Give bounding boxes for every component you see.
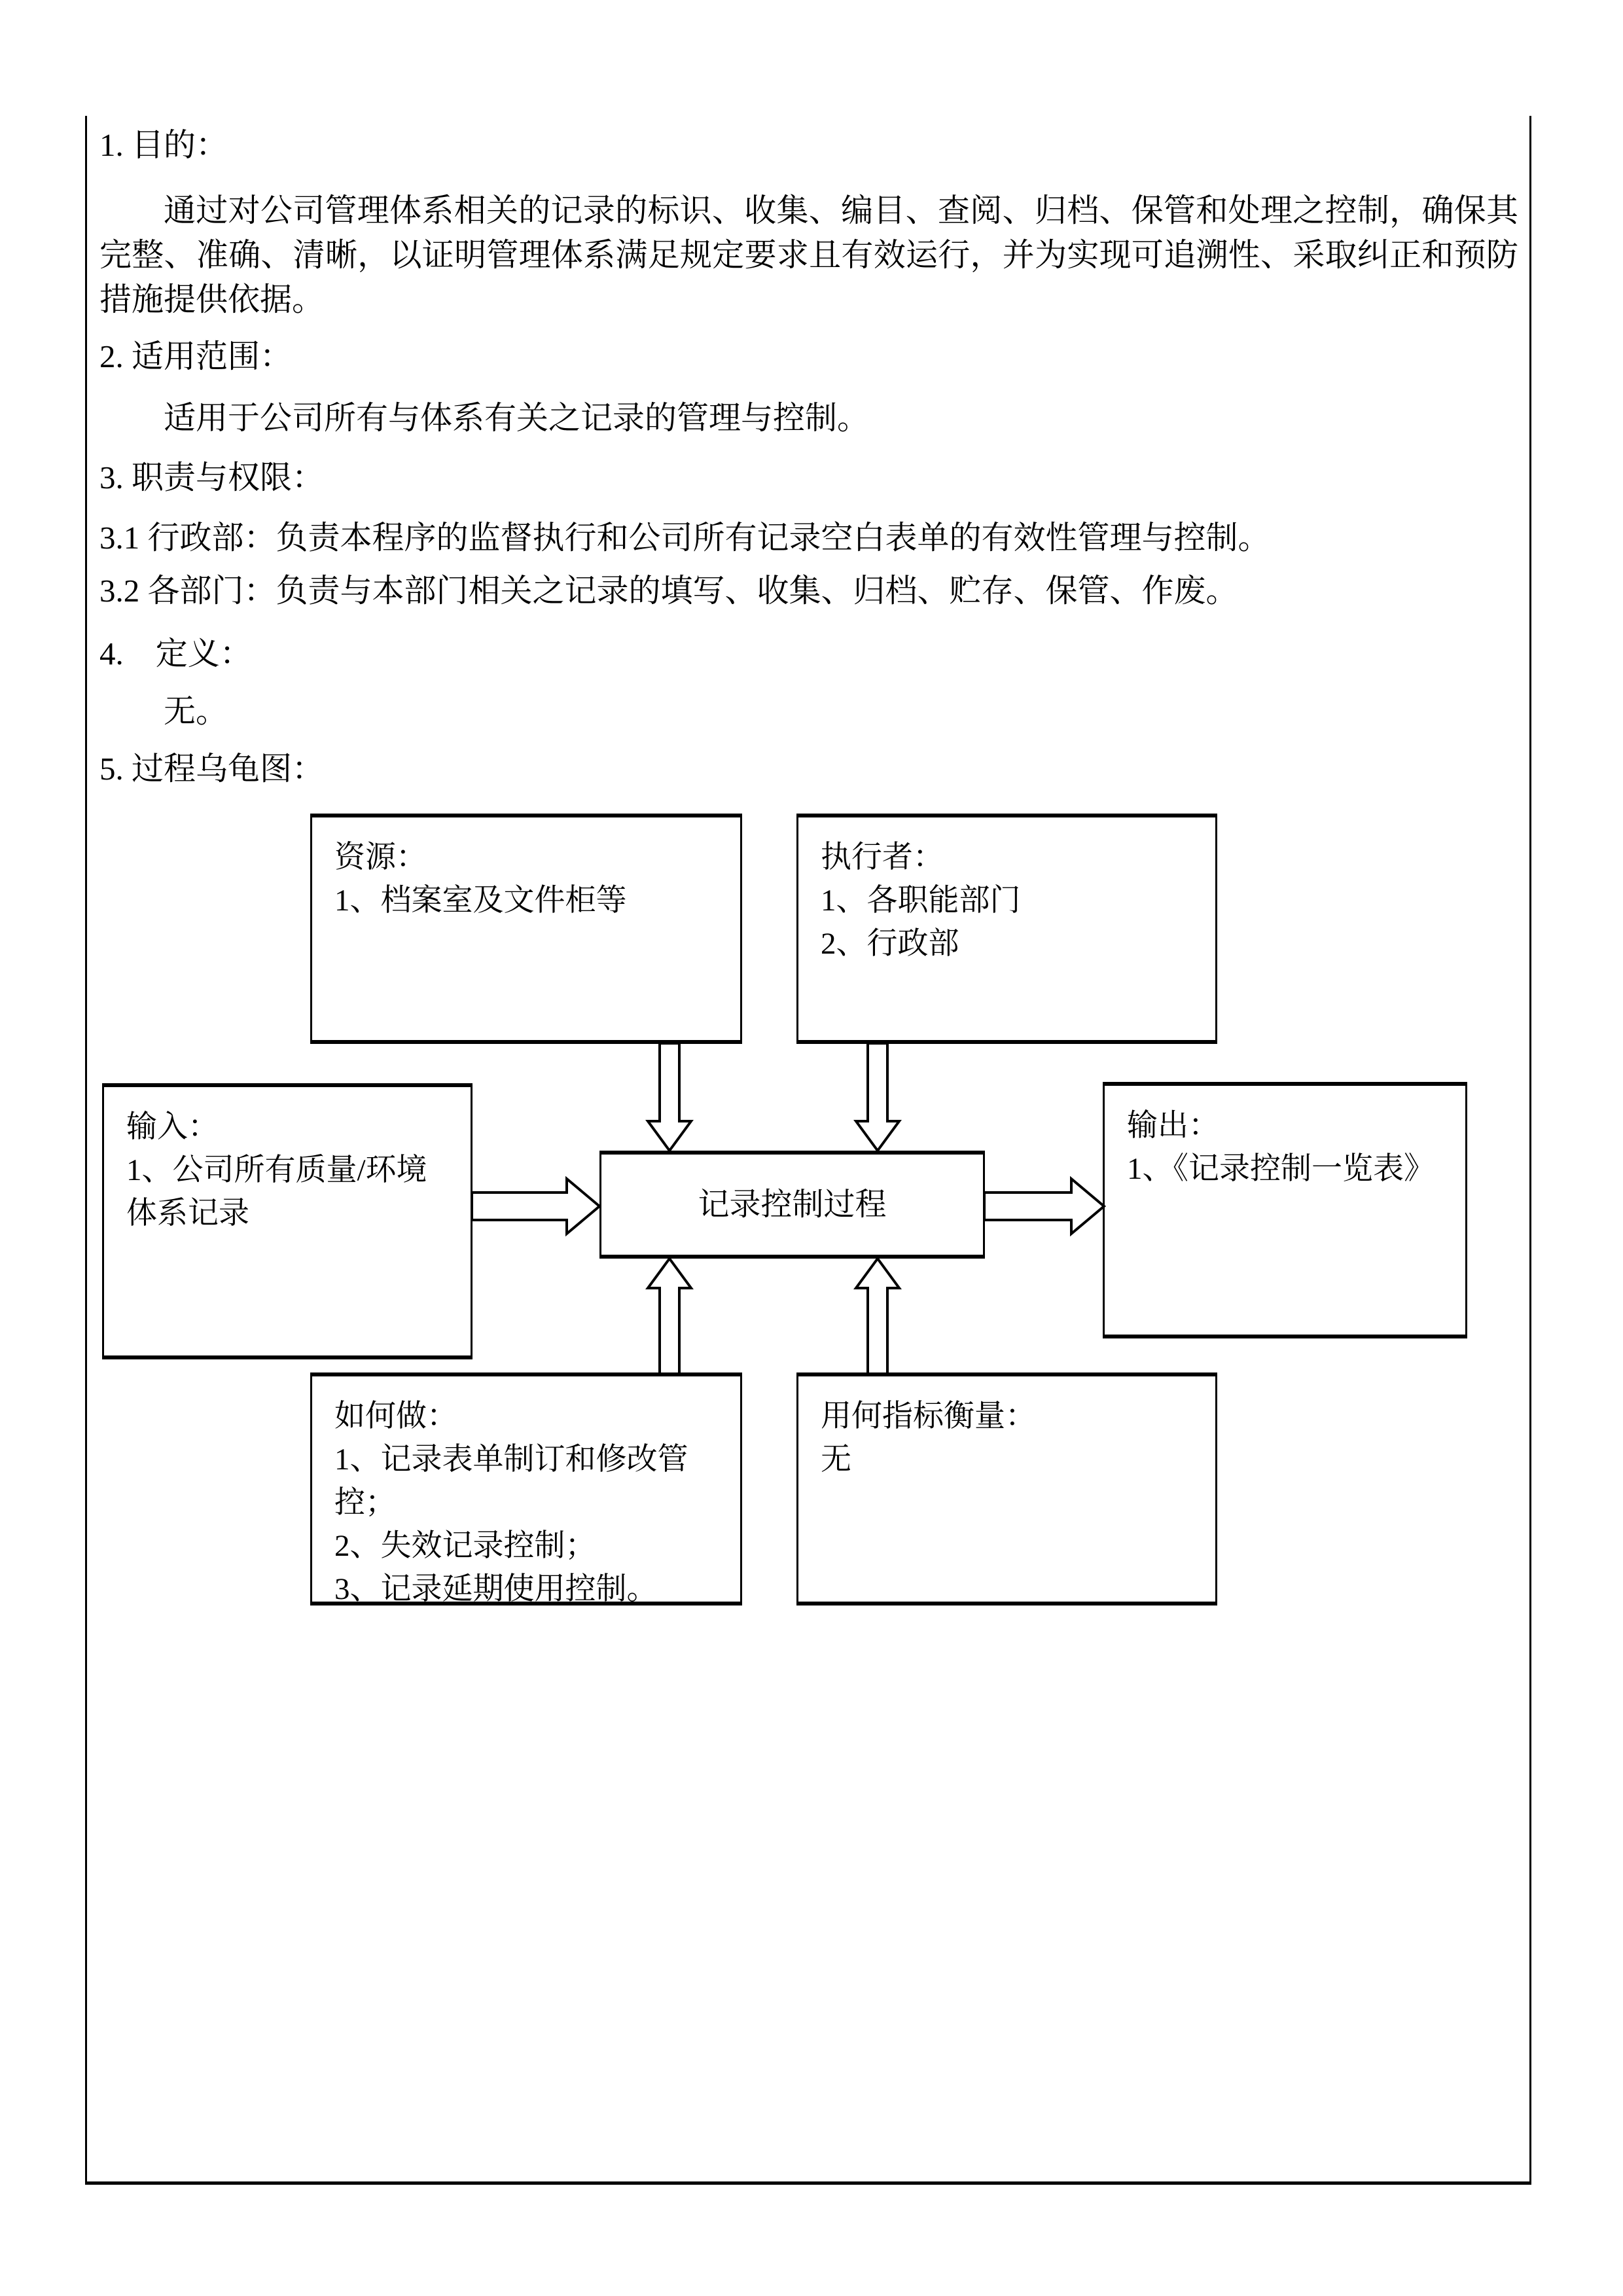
resources-item-1: 1、档案室及文件柜等 <box>334 884 627 918</box>
section-4-body: 无。 <box>164 693 228 729</box>
how-box <box>310 1372 742 1605</box>
section-1-heading: 1. 目的： <box>99 127 228 163</box>
section-4-heading: 4. 定义： <box>99 636 252 672</box>
input-box <box>102 1083 473 1359</box>
section-5-heading: 5. 过程乌龟图： <box>99 751 325 787</box>
how-item-2: 2、失效记录控制； <box>334 1529 596 1563</box>
output-item-1: 1、《记录控制一览表》 <box>1127 1152 1435 1186</box>
metric-title: 用何指标衡量： <box>821 1399 1036 1433</box>
metric-box <box>796 1372 1217 1605</box>
output-box <box>1103 1082 1467 1338</box>
section-3-2-body: 3.2 各部门：负责与本部门相关之记录的填写、收集、归档、贮存、保管、作废。 <box>99 573 1238 609</box>
executors-title: 执行者： <box>821 840 944 874</box>
executors-item-2: 2、行政部 <box>821 927 959 961</box>
section-3-1-body: 3.1 行政部：负责本程序的监督执行和公司所有记录空白表单的有效性管理与控制。 <box>99 520 1270 556</box>
process-label: 记录控制过程 <box>698 1187 887 1222</box>
process-box <box>599 1151 985 1259</box>
metric-item-1: 无 <box>821 1443 851 1477</box>
how-item-1: 1、记录表单制订和修改管控； <box>334 1443 688 1520</box>
how-title: 如何做： <box>334 1399 457 1433</box>
executors-item-1: 1、各职能部门 <box>821 884 1021 918</box>
resources-box <box>310 814 742 1044</box>
input-item-1: 1、公司所有质量/环境体系记录 <box>126 1153 427 1230</box>
section-2-heading: 2. 适用范围： <box>99 338 293 374</box>
resources-title: 资源： <box>334 840 427 874</box>
section-2-body: 适用于公司所有与体系有关之记录的管理与控制。 <box>164 400 870 436</box>
input-title: 输入： <box>126 1110 219 1144</box>
section-1-body: 通过对公司管理体系相关的记录的标识、收集、编目、查阅、归档、保管和处理之控制，确保其完整、准确、清晰，以证明管理体系满足规定要求且有效运行，并为实现可追溯性、采取纠正和预防措施提供依据。 <box>99 192 1518 317</box>
executors-box <box>796 814 1217 1044</box>
how-item-3: 3、记录延期使用控制。 <box>334 1572 658 1606</box>
section-3-heading: 3. 职责与权限： <box>99 459 325 495</box>
output-title: 输出： <box>1127 1109 1219 1143</box>
